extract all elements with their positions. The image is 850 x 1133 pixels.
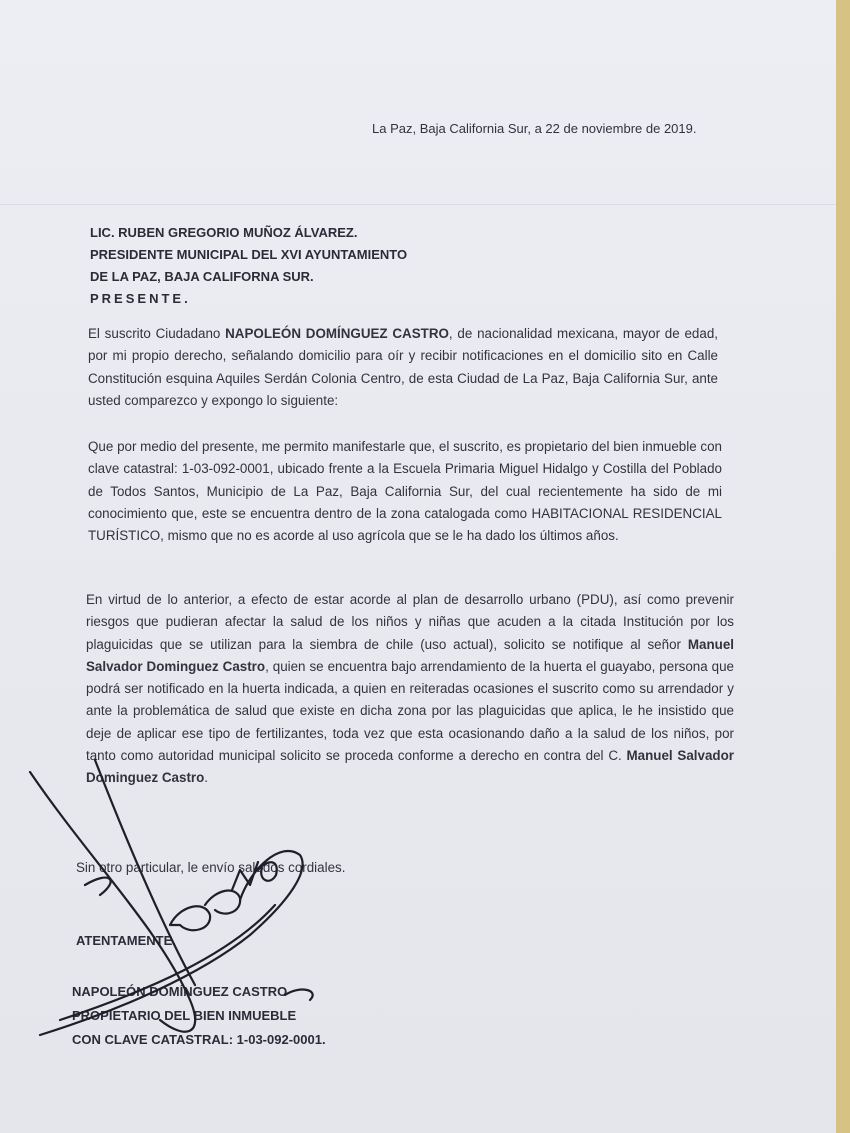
signatory-role: PROPIETARIO DEL BIEN INMUEBLE [72,1008,297,1023]
addressee-block [90,222,407,310]
paragraph-request [86,589,734,790]
addressee-greeting: PRESENTE. [90,291,191,306]
request-part-2: , quien se encuentra bajo arrendamiento de la huerta el guayabo, persona que podrá ser notificado en la huerta indicada, a quien en reiteradas ocasiones el suscrito como su arrendador y ante la problemática de salud que existe en dicha zona por las plaguicidas que aplica, le he insistido que deje de aplicar ese tipo de fertilizantes, toda vez que esta ocasionando daño a la salud de los niños, por tanto como autoridad municipal solicito se proceda conforme a derecho en contra del C. [86,658,734,764]
date-line: La Paz, Baja California Sur, a 22 de noviembre de 2019. [372,121,697,136]
sign-off: ATENTAMENTE. [76,933,176,948]
background-table-edge [836,0,850,1133]
addressee-name: LIC. RUBEN GREGORIO MUÑOZ ÁLVAREZ. [90,225,358,240]
petitioner-name: NAPOLEÓN DOMÍNGUEZ CASTRO [225,326,449,341]
paragraph-property: Que por medio del presente, me permito manifestarle que, el suscrito, es propietario del bien inmueble con clave catastral: 1-03-092-0001, ubicado frente a la Escuela Primaria Miguel Hidalgo y Costilla del Poblado de Todos Santos, Municipio de La Paz, Baja California Sur, del cual recientemente ha sido de mi conocimiento que, este se encuentra dentro de la zona catalogada como HABITACIONAL RESIDENCIAL TURÍSTICO, mismo que no es acorde al uso agrícola que se le ha dado los últimos años. [88,439,722,544]
paper-fold-line [0,204,836,205]
request-part-3: . [204,770,209,786]
addressee-title: PRESIDENTE MUNICIPAL DEL XVI AYUNTAMIENTO [90,247,408,262]
intro-lead: El suscrito Ciudadano [88,326,226,341]
tenant-name-2: Manuel Salvador Dominguez Castro [86,748,734,786]
signatory-block [72,980,326,1052]
request-part-1: En virtud de lo anterior, a efecto de estar acorde al plan de desarrollo urbano (PDU), así como prevenir riesgos que pudieran afectar la salud de los niños y niñas que acuden a la citada Institución por los plaguicidas que se utilizan para la siembra de chile (uso actual), solicito se notifique al señor [86,592,734,652]
paragraph-introduction [88,323,718,412]
closing-line: Sin otro particular, le envío saludos cordiales. [76,860,346,875]
intro-rest: , de nacionalidad mexicana, mayor de edad, por mi propio derecho, señalando domicilio para oír y recibir notificaciones en el domicilio sito en Calle Constitución esquina Aquiles Serdán Colonia Centro, de esta Ciudad de La Paz, Baja California Sur, ante usted comparezco y expongo lo siguiente: [88,326,718,408]
signatory-cadastral-key: CON CLAVE CATASTRAL: 1-03-092-0001. [72,1032,326,1047]
tenant-name-1: Manuel Salvador Dominguez Castro [86,636,734,674]
signatory-name: NAPOLEÓN DOMÍNGUEZ CASTRO [72,984,288,999]
addressee-place: DE LA PAZ, BAJA CALIFORNA SUR. [90,269,314,284]
